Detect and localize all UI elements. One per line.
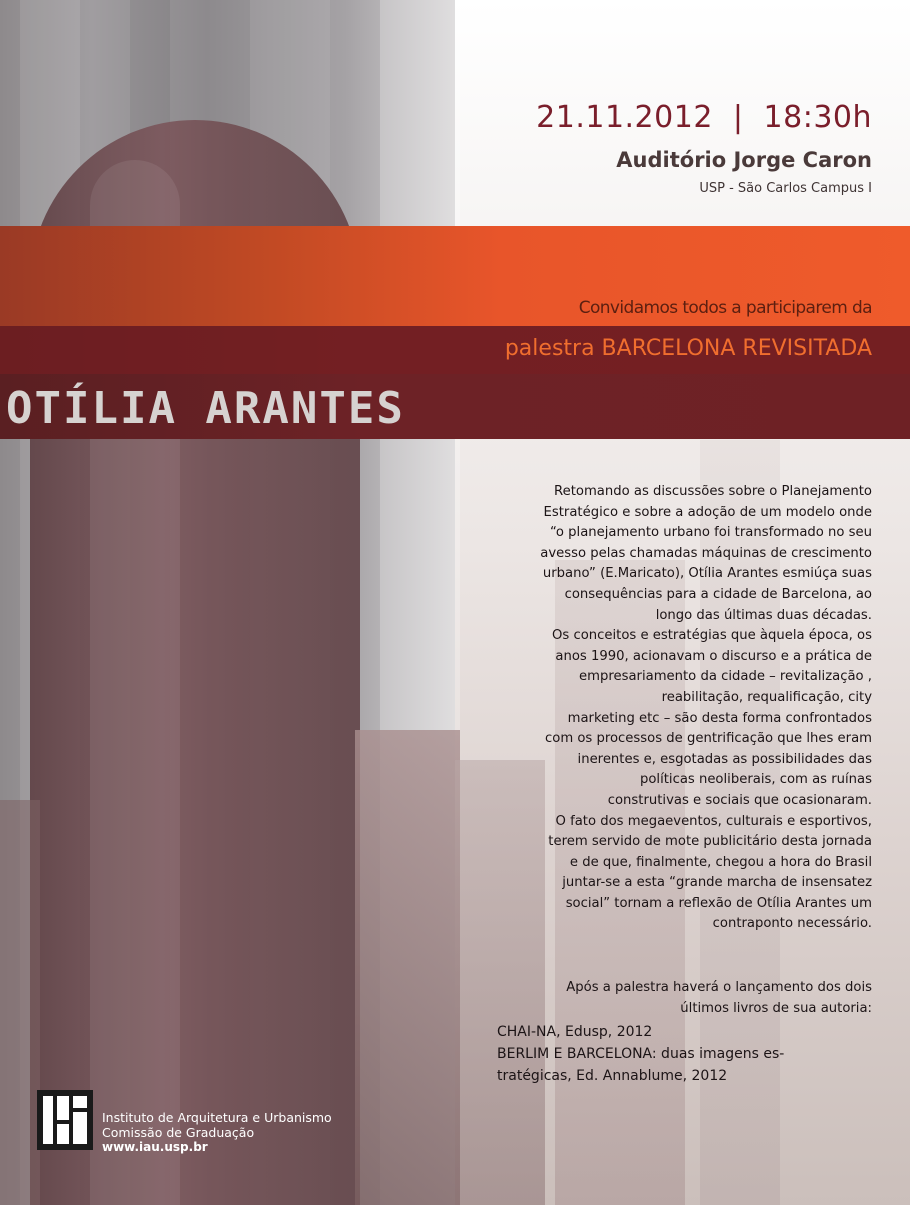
description-line: longo das últimas duas décadas. [655, 607, 872, 623]
book-entry: BERLIM E BARCELONA: duas imagens es- [497, 1046, 785, 1062]
description-line: terem servido de mote publicitário desta jornada [548, 834, 872, 850]
book-list [497, 1021, 877, 1087]
event-campus: USP - São Carlos Campus I [699, 181, 872, 196]
event-date: 21.11.2012 [536, 100, 713, 135]
description-line: O fato dos megaeventos, culturais e esportivos, [555, 813, 872, 829]
launch-line: últimos livros de sua autoria: [680, 1000, 872, 1016]
talk-title: palestra BARCELONA REVISITADA [504, 336, 872, 361]
invitation-text: Convidamos todos a participarem da [578, 298, 872, 318]
book-launch-note [472, 978, 872, 1019]
talk-description [472, 482, 872, 935]
event-separator: | [732, 100, 744, 135]
website-link[interactable]: www.iau.usp.br [102, 1140, 208, 1154]
iau-logo [37, 1090, 93, 1150]
footer-institution [102, 1110, 332, 1155]
description-line: anos 1990, acionavam o discurso e a prática de [555, 648, 872, 664]
description-line: “o planejamento urbano foi transformado no seu [550, 525, 872, 541]
event-time: 18:30h [763, 100, 872, 135]
description-line: empresariamento da cidade – revitalização , [579, 669, 872, 685]
speaker-name: OTÍLIA ARANTES [6, 383, 405, 434]
description-line: avesso pelas chamadas máquinas de crescimento [540, 545, 872, 561]
book-entry: CHAI-NA, Edusp, 2012 [497, 1024, 653, 1040]
event-datetime [536, 100, 872, 135]
launch-line: Após a palestra haverá o lançamento dos dois [566, 980, 872, 995]
description-line: consequências para a cidade de Barcelona, ao [564, 586, 872, 602]
institute-name: Instituto de Arquitetura e Urbanismo [102, 1110, 332, 1125]
description-line: Retomando as discussões sobre o Planejamento [554, 484, 872, 499]
book-entry: tratégicas, Ed. Annablume, 2012 [497, 1068, 728, 1084]
description-line: urbano” (E.Maricato), Otília Arantes esmiúça suas [542, 566, 872, 582]
description-line: reabilitação, requalificação, city [661, 689, 872, 705]
description-line: contraponto necessário. [712, 916, 872, 932]
description-line: marketing etc – são desta forma confrontados [567, 710, 872, 726]
committee-name: Comissão de Graduação [102, 1125, 255, 1140]
building-silhouette [0, 800, 40, 1205]
description-line: políticas neoliberais, com as ruínas [639, 772, 872, 788]
description-line: Os conceitos e estratégias que àquela época, os [552, 628, 872, 644]
description-line: construtivas e sociais que ocasionaram. [607, 792, 872, 808]
description-line: e de que, finalmente, chegou a hora do Brasil [569, 854, 872, 870]
description-line: Estratégico e sobre a adoção de um modelo onde [543, 504, 872, 520]
description-line: juntar-se a esta “grande marcha de insensatez [562, 875, 872, 891]
event-venue: Auditório Jorge Caron [616, 148, 872, 172]
description-line: social” tornam a reflexão de Otília Arantes um [565, 895, 872, 911]
description-line: com os processos de gentrificação que lhes eram [545, 731, 872, 747]
building-silhouette [355, 730, 460, 1205]
description-line: inerentes e, esgotadas as possibilidades das [577, 751, 872, 767]
